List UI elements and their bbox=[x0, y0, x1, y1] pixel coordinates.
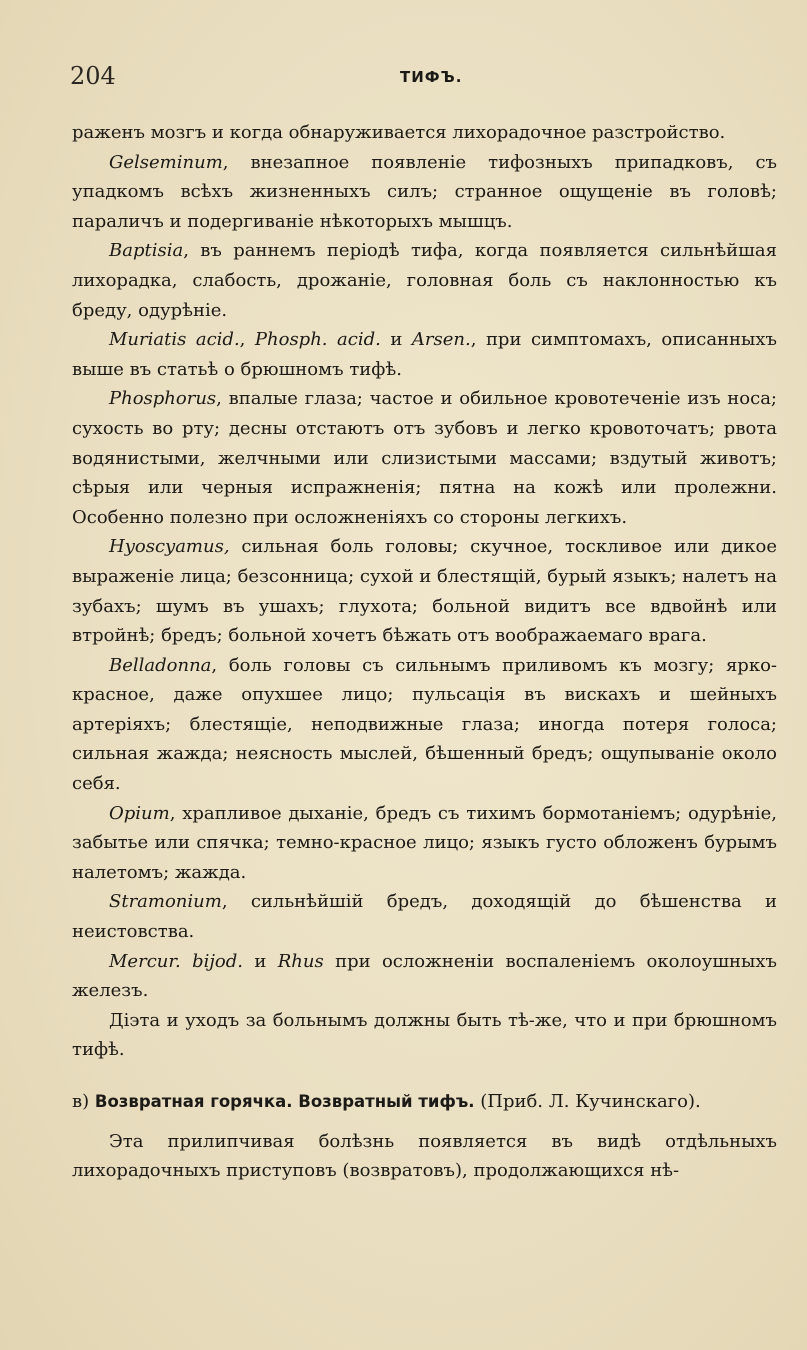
page-header bbox=[70, 62, 771, 92]
paragraph-belladonna bbox=[72, 651, 777, 799]
section-title: Возвратная горячка. Возвратный тифъ. bbox=[94, 1092, 475, 1111]
remedy-name: Opium bbox=[109, 802, 170, 824]
remedy-name: Rhus bbox=[277, 950, 324, 972]
section-prefix: в) bbox=[72, 1091, 95, 1112]
paragraph-text: , въ раннемъ періодѣ тифа, когда появляется сильнѣйшая лихорадка, слабость, дрожаніе, головная боль съ наклонностью къ бреду, одурѣніе. bbox=[72, 240, 777, 321]
remedy-name: Phosphorus bbox=[109, 388, 217, 410]
paragraph-gelseminum bbox=[72, 148, 777, 237]
paragraph-text: , боль головы съ сильнымъ приливомъ къ мозгу; ярко-красное, даже опухшее лицо; пульсація въ вискахъ и шейныхъ артеріяхъ; блестящіе, неподвижные глаза; иногда потеря голоса; сильная жажда; неясность мыслей, бѣшенный бредъ; ощупываніе около себя. bbox=[72, 654, 777, 795]
remedy-name: Phosph. acid. bbox=[254, 329, 381, 351]
remedy-name: Muriatis acid. bbox=[109, 329, 240, 351]
page-body bbox=[72, 118, 777, 1186]
paragraph-baptisia bbox=[72, 236, 777, 325]
remedy-name: Gelseminum bbox=[109, 151, 223, 173]
paragraph-text: , сильнѣйшій бредъ, доходящій до бѣшенства и неистовства. bbox=[72, 891, 777, 943]
paragraph-mercur-rhus bbox=[72, 947, 777, 1006]
remedy-name: Stramonium bbox=[109, 891, 222, 913]
paragraph-relapsing-fever-intro: Эта прилипчивая болѣзнь появляется въ видѣ отдѣльныхъ лихорадочныхъ приступовъ (возвратовъ), продолжающихся нѣ- bbox=[72, 1130, 777, 1182]
paragraph-text: при осложненіи воспаленіемъ околоушныхъ железъ. bbox=[72, 950, 777, 1002]
paragraph-acids bbox=[72, 325, 777, 384]
paragraph-phosphorus bbox=[72, 384, 777, 532]
paragraph-text: , храпливое дыханіе, бредъ съ тихимъ бормотаніемъ; одурѣніе, забытье или спячка; темно-красное лицо; языкъ густо обложенъ бурымъ налетомъ; жажда. bbox=[72, 802, 777, 883]
remedy-name: Arsen. bbox=[411, 329, 471, 351]
remedy-name: Hyoscyamus, bbox=[109, 536, 230, 558]
running-title: ТИФЪ. bbox=[400, 68, 463, 86]
paragraph-text: , впалые глаза; частое и обильное кровотеченіе изъ носа; сухость во рту; десны отстаютъ отъ зубовъ и легко кровоточатъ; рвота водянистыми, желчными или слизистыми массами; вздутый животъ; сѣрыя или черныя испражненія; пятна на кожѣ или пролежни. Особенно полезно при осложненіяхъ со стороны легкихъ. bbox=[72, 388, 777, 528]
separator: и bbox=[380, 329, 412, 351]
page-number: 204 bbox=[70, 62, 116, 90]
separator: , bbox=[239, 329, 255, 351]
remedy-name: Belladonna bbox=[109, 654, 212, 676]
paragraph-text: , внезапное появленіе тифозныхъ припадковъ, съ упадкомъ всѣхъ жизненныхъ силъ; странное ощущеніе въ головѣ; параличъ и подергиваніе нѣкоторыхъ мышцъ. bbox=[72, 151, 777, 232]
paragraph-text: сильная боль головы; скучное, тоскливое или дикое выраженіе лица; безсонница; сухой и блестящій, бурый языкъ; налетъ на зубахъ; шумъ въ ушахъ; глухота; больной видитъ все вдвойнѣ или втройнѣ; бредъ; больной хочетъ бѣжать отъ воображаемаго врага. bbox=[72, 536, 777, 647]
remedy-name: Baptisia bbox=[109, 240, 184, 262]
separator: и bbox=[243, 950, 278, 972]
paragraph-stramonium bbox=[72, 887, 777, 946]
paragraph-text: , при симптомахъ, описанныхъ выше въ статьѣ о брюшномъ тифѣ. bbox=[72, 329, 777, 380]
section-heading bbox=[72, 1087, 777, 1117]
paragraph-hyoscyamus bbox=[72, 532, 777, 650]
paragraph-continuation: раженъ мозгъ и когда обнаруживается лихорадочное разстройство. bbox=[72, 122, 726, 143]
remedy-name: Mercur. bijod. bbox=[109, 950, 244, 972]
paragraph-diet: Діэта и уходъ за больнымъ должны быть тѣ-же, что и при брюшномъ тифѣ. bbox=[72, 1009, 777, 1061]
section-attribution: (Приб. Л. Кучинскаго). bbox=[474, 1091, 701, 1112]
paragraph-opium bbox=[72, 799, 777, 888]
